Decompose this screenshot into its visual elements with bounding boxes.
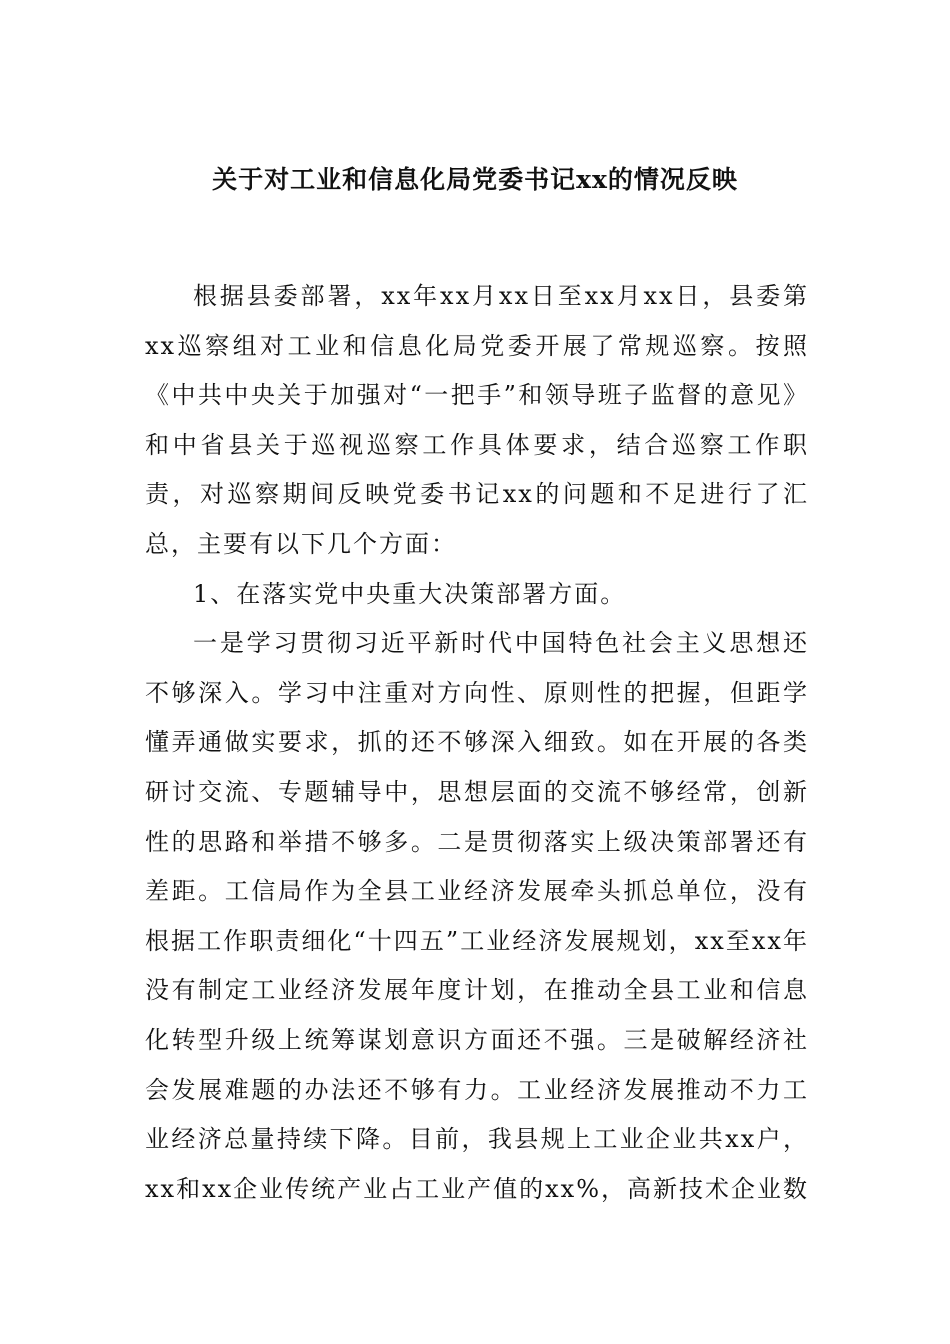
paragraph-section-heading: 1、在落实党中央重大决策部署方面。 [193, 579, 627, 608]
paragraph-details: 一是学习贯彻习近平新时代中国特色社会主义思想还不够深入。学习中注重对方向性、原则性的把握，但距学懂弄通做实要求，抓的还不够深入细致。如在开展的各类研讨交流、专题辅导中，思想层面的交流不够经常，创新性的思路和举措不够多。二是贯彻落实上级决策部署还有差距。工信局作为全县工业经济发展牵头抓总单位，没有根据工作职责细化“十四五”工业经济发展规划，xx至xx年没有制定工业经济发展年度计划，在推动全县工业和信息化转型升级上统筹谋划意识方面还不强。三是破解经济社会发展难题的办法还不够有力。工业经济发展推动不力工业经济总量持续下降。目前，我县规上工业企业共xx户，xx和xx企业传统产业占工业产值的xx%，高新技术企业数 [145, 629, 810, 1203]
document-body [145, 272, 809, 1214]
document-title: 关于对工业和信息化局党委书记xx的情况反映 [212, 165, 738, 194]
paragraph-intro: 根据县委部署，xx年xx月xx日至xx月xx日，县委第xx巡察组对工业和信息化局党委开展了常规巡察。按照《中共中央关于加强对“一把手”和领导班子监督的意见》和中省县关于巡视巡察工作具体要求，结合巡察工作职责，对巡察期间反映党委书记xx的问题和不足进行了汇总，主要有以下几个方面： [145, 282, 809, 558]
